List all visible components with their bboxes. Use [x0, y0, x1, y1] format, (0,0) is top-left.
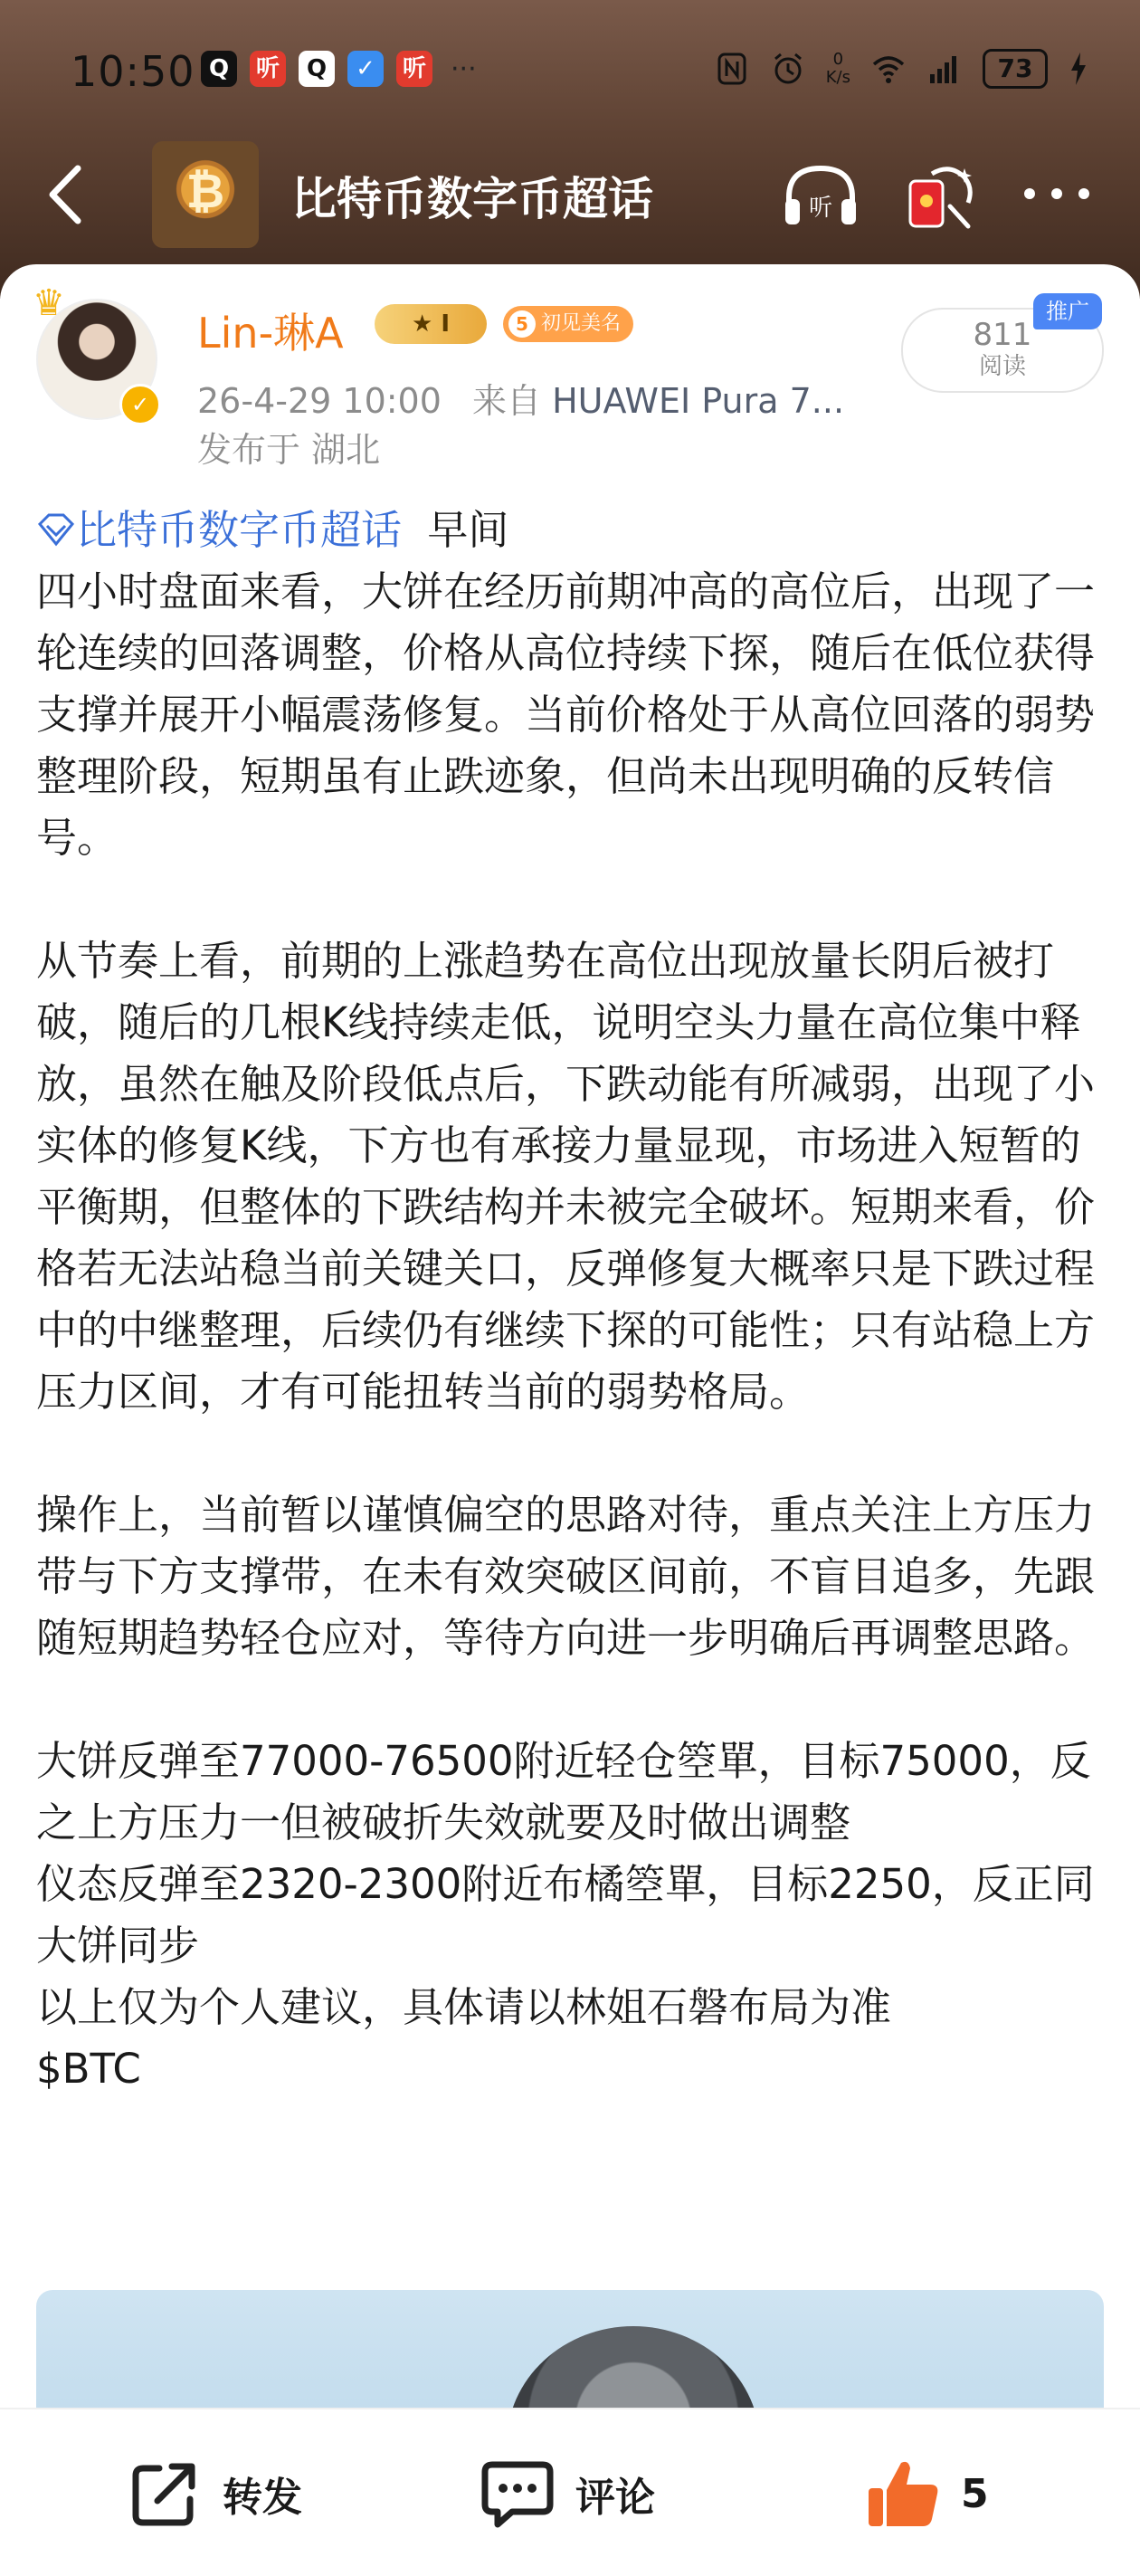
post-date: 26-4-29 10:00	[197, 381, 442, 421]
bottom-action-bar	[0, 2408, 1140, 2576]
read-label: 阅读	[978, 353, 1026, 380]
status-app-icons	[201, 51, 477, 87]
app-icon-4: ✓	[347, 51, 384, 87]
author-name[interactable]: Lin-琳A	[197, 309, 344, 358]
fan-level-title: 初见美名	[541, 312, 622, 335]
disclaimer: 以上仅为个人建议，具体请以林姐石磐布局为准	[36, 1983, 892, 2031]
promote-button[interactable]: 推广	[1033, 293, 1102, 329]
source-prefix: 来自	[472, 381, 542, 421]
wifi-icon	[870, 51, 907, 87]
paragraph-3: 操作上，当前暂以谨慎偏空的思路对待，重点关注上方压力带与下方支撑带，在未有效突破区间前，不盲目追多，先跟随短期趋势轻仓应对，等待方向进一步明确后再调整思路。	[36, 1491, 1096, 1662]
fan-level-number: 5	[508, 310, 536, 338]
author-avatar-wrap[interactable]	[33, 282, 163, 425]
top-navigation	[0, 136, 1140, 253]
app-icon-2: 听	[250, 51, 286, 87]
thumbs-up-icon	[865, 2456, 941, 2532]
repost-button[interactable]	[127, 2453, 302, 2534]
topic-link[interactable]	[36, 506, 414, 554]
post-card	[0, 264, 1140, 2446]
topic-link-text: 比特币数字币超话	[76, 506, 403, 554]
topic-thumbnail[interactable]	[152, 141, 259, 248]
red-packet-icon[interactable]	[905, 161, 977, 234]
paragraph-gap	[36, 1423, 1113, 1484]
cashtag-btc[interactable]: $BTC	[36, 2045, 141, 2093]
verified-badge-icon: ✓	[119, 384, 161, 425]
topic-suffix: 早间	[427, 506, 509, 554]
paragraph-2: 从节奏上看，前期的上涨趋势在高位出现放量长阴后被打破，随后的几根K线持续走低，说明空头力量在高位集中释放，虽然在触及阶段低点后，下跌动能有所减弱，出现了小实体的修复K线，下方也有承接力量显现，市场进入短暂的平衡期，但整体的下跌结构并未被完全破坏。短期来看，价格若无法站稳当前关键关口，反弹修复大概率只是下跌过程中的中继整理，后续仍有继续下探的可能性；只有站稳上方压力区间，才有可能扭转当前的弱势格局。	[36, 937, 1096, 1416]
topic-line	[36, 500, 1113, 561]
status-bar	[0, 40, 1140, 103]
like-button[interactable]	[865, 2453, 989, 2534]
back-arrow-icon[interactable]	[40, 163, 94, 226]
more-options-icon[interactable]	[1021, 185, 1093, 203]
headphones-icon[interactable]	[782, 163, 860, 230]
repost-icon	[127, 2456, 203, 2532]
qq-icon: Q	[299, 51, 335, 87]
post-location: 发布于 湖北	[197, 430, 381, 470]
battery-indicator: 73	[983, 49, 1048, 89]
topic-diamond-icon	[36, 510, 76, 549]
comment-icon	[480, 2456, 556, 2532]
post-body	[36, 500, 1113, 2100]
paragraph-gap	[36, 1669, 1113, 1731]
repost-label: 转发	[223, 2475, 302, 2521]
network-speed: 0 K/s	[825, 50, 850, 87]
bitcoin-icon: ₿	[185, 165, 225, 219]
paragraph-gap	[36, 869, 1113, 930]
trade-plan-btc: 大饼反弹至77000-76500附近轻仓箜單，目标75000，反之上方压力一但被破折失效就要及时做出调整	[36, 1737, 1091, 1846]
topic-title[interactable]: 比特币数字币超话	[291, 173, 653, 225]
signal-icon	[926, 51, 963, 87]
crown-icon: ♛	[33, 282, 65, 324]
status-time: 10:50	[71, 47, 195, 96]
alarm-icon	[770, 51, 806, 87]
post-source[interactable]: HUAWEI Pura 7...	[552, 381, 845, 421]
post-meta	[197, 373, 844, 423]
vip-level-badge[interactable]: ★ I	[375, 304, 487, 344]
fan-level-badge[interactable]	[503, 306, 633, 342]
app-icon-5: 听	[396, 51, 432, 87]
comment-button[interactable]	[480, 2453, 655, 2534]
trade-plan-eth: 仪态反弹至2320-2300附近布橘箜單，目标2250，反正同大饼同步	[36, 1860, 1095, 1970]
more-notifications-icon: ···	[451, 52, 477, 85]
paragraph-1: 四小时盘面来看，大饼在经历前期冲高的高位后，出现了一轮连续的回落调整，价格从高位持续下探，随后在低位获得支撑并展开小幅震荡修复。当前价格处于从高位回落的弱势整理阶段，短期虽有止跌迹象，但尚未出现明确的反转信号。	[36, 568, 1096, 862]
comment-label: 评论	[575, 2475, 655, 2521]
status-indicators	[714, 49, 1089, 89]
read-count: 811	[973, 317, 1032, 353]
like-count: 5	[961, 2470, 989, 2517]
nfc-icon	[714, 51, 750, 87]
svg-text:听: 听	[808, 195, 833, 222]
charging-icon	[1068, 51, 1089, 87]
app-icon-1: Q	[201, 51, 237, 87]
